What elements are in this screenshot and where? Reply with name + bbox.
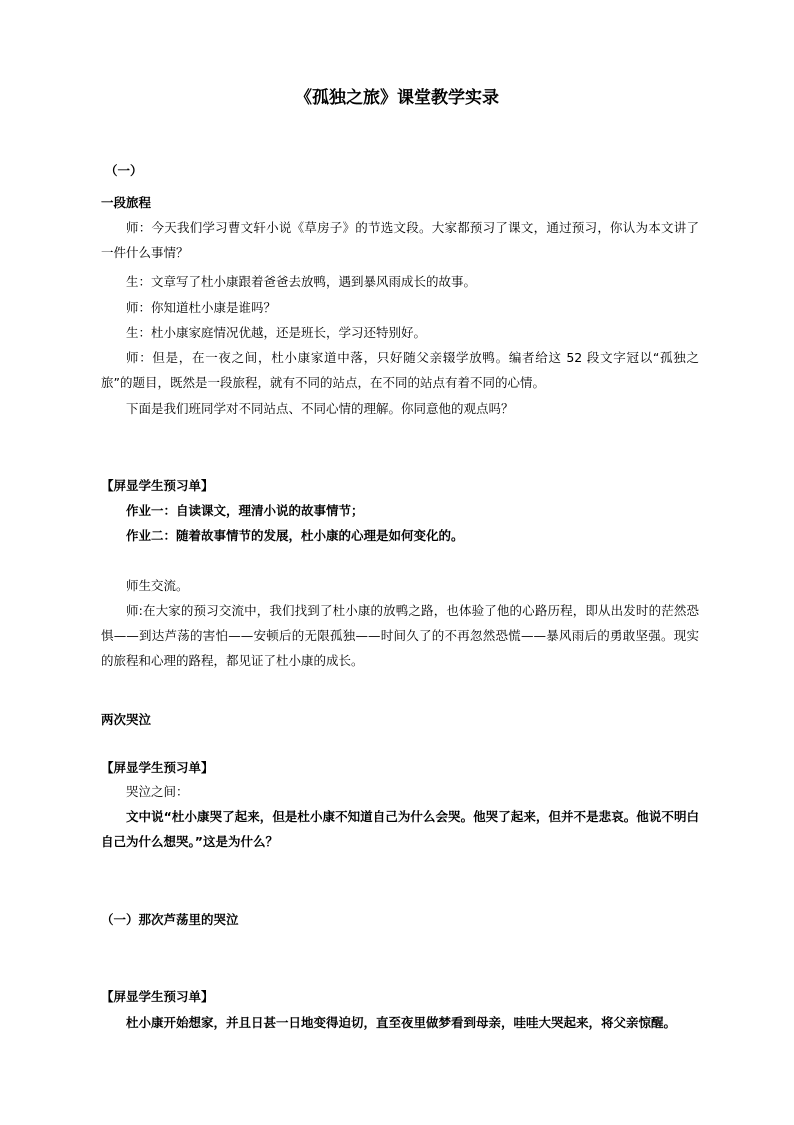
assignment-two: 作业二：随着故事情节的发展，杜小康的心理是如何变化的。: [126, 528, 464, 543]
screen-display-label: 【屏显学生预习单】: [101, 478, 214, 493]
paragraph-teacher-explain: 师：但是，在一夜之间，杜小康家道中落，只好随父亲辍学放鸭。编者给这 52 段文字冠以“孤独之旅”的题目，既然是一段旅程，就有不同的站点，在不同的站点有着不同的心情。: [101, 350, 699, 390]
paragraph-student-answer: 生：文章写了杜小康跟着爸爸去放鸭，遇到暴风雨成长的故事。: [126, 274, 477, 289]
page-title: 《孤独之旅》课堂教学实录: [295, 88, 499, 108]
cry-between-label: 哭泣之间：: [126, 784, 189, 799]
screen-display-label: 【屏显学生预习单】: [101, 989, 214, 1004]
paragraph-teacher-summary: 师:在大家的预习交流中，我们找到了杜小康的放鸭之路，也体验了他的心路历程，即从出发时的茫然恐惧——到达芦荡的害怕——安顿后的无限孤独——时间久了的不再忽然恐慌——暴风雨后的勇敢坚强。现实的旅程和心理的路程，都见证了杜小康的成长。: [101, 603, 699, 668]
paragraph-student-reply: 生：杜小康家庭情况优越，还是班长，学习还特别好。: [126, 325, 427, 340]
heading-two-cries: 两次哭泣: [101, 712, 152, 727]
screen-display-label: 【屏显学生预习单】: [101, 760, 214, 775]
sub-heading-reed-cry: （一）那次芦荡里的哭泣: [101, 912, 239, 927]
heading-one-journey: 一段旅程: [101, 195, 152, 210]
paragraph-homesick: 杜小康开始想家，并且日甚一日地变得迫切，直至夜里做梦看到母亲，哇哇大哭起来，将父亲惊醒。: [126, 1015, 677, 1030]
section-number: （一）: [105, 163, 143, 178]
class-exchange: 师生交流。: [126, 578, 189, 593]
assignment-one: 作业一：自读课文，理清小说的故事情节；: [126, 503, 364, 518]
paragraph-teacher-intro: 师：今天我们学习曹文轩小说《草房子》的节选文段。大家都预习了课文，通过预习，你认为本文讲了一件什么事情？: [101, 220, 699, 260]
paragraph-teacher-question: 师：你知道杜小康是谁吗？: [126, 300, 277, 315]
paragraph-cry-question: 文中说“杜小康哭了起来，但是杜小康不知道自己为什么会哭。他哭了起来，但并不是悲哀。他说不明白自己为什么想哭。”这是为什么？: [101, 809, 699, 849]
paragraph-transition: 下面是我们班同学对不同站点、不同心情的理解。你同意他的观点吗？: [126, 401, 514, 416]
